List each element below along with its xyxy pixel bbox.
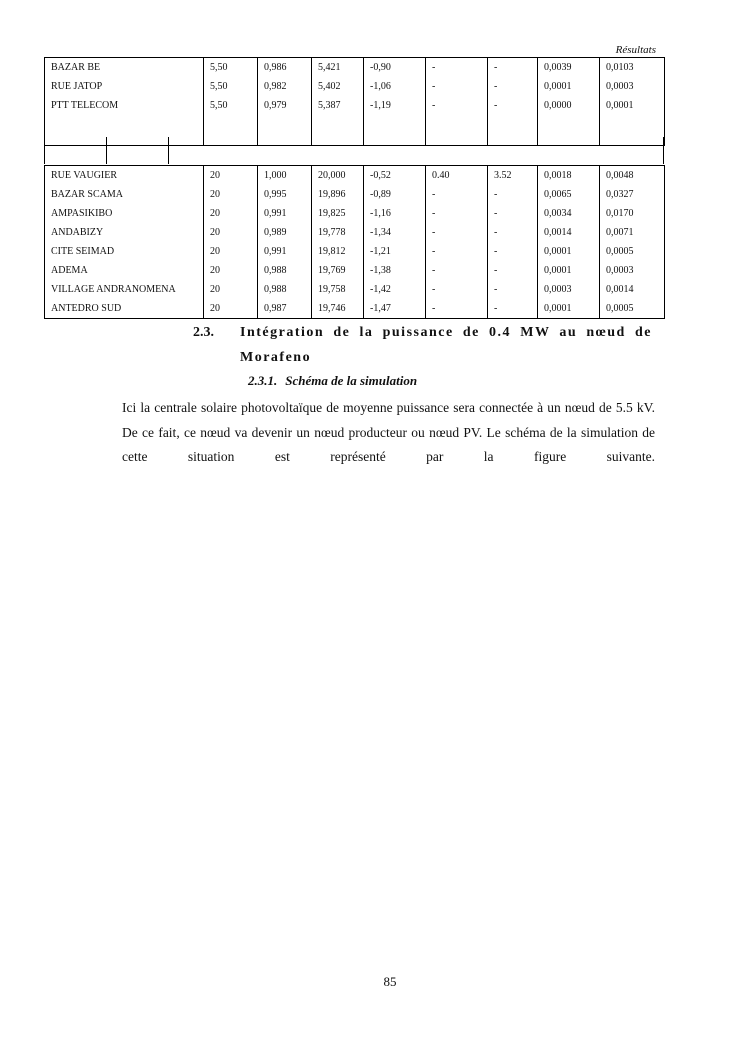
table-row (45, 96, 665, 115)
table-row (45, 299, 665, 319)
value-cell: 5,402 (312, 77, 364, 96)
table-row (45, 185, 665, 204)
value-cell: 20,000 (312, 166, 364, 186)
section-title-line2: Morafeno (240, 350, 312, 365)
value-cell: - (426, 204, 488, 223)
value-cell: - (426, 96, 488, 115)
value-cell: 0,0001 (538, 261, 600, 280)
value-cell: 0.40 (426, 166, 488, 186)
value-cell: -1,38 (364, 261, 426, 280)
value-cell: - (488, 58, 538, 78)
node-name-cell: ANDABIZY (45, 223, 204, 242)
section-title-line1: Intégration de la puissance de 0.4 MW au nœud de (240, 325, 652, 340)
section-number: 2.3. (193, 325, 214, 340)
value-cell: - (488, 242, 538, 261)
value-cell: 20 (204, 299, 258, 319)
value-cell: - (488, 280, 538, 299)
value-cell: 19,812 (312, 242, 364, 261)
value-cell: -1,47 (364, 299, 426, 319)
value-cell: -0,90 (364, 58, 426, 78)
value-cell: 0,0039 (538, 58, 600, 78)
value-cell: 1,000 (258, 166, 312, 186)
value-cell: - (488, 204, 538, 223)
value-cell: - (426, 223, 488, 242)
value-cell: 0,0170 (600, 204, 665, 223)
value-cell: 20 (204, 166, 258, 186)
table-row (45, 242, 665, 261)
section-heading (193, 320, 655, 370)
subsection-title: Schéma de la simulation (285, 373, 418, 388)
value-cell: 0,979 (258, 96, 312, 115)
value-cell: 0,0001 (538, 299, 600, 319)
value-cell: -1,34 (364, 223, 426, 242)
node-name-cell: ANTEDRO SUD (45, 299, 204, 319)
value-cell: - (488, 299, 538, 319)
value-cell: 20 (204, 261, 258, 280)
results-table-top (44, 57, 665, 146)
value-cell: 20 (204, 204, 258, 223)
value-cell: - (426, 261, 488, 280)
value-cell: -1,42 (364, 280, 426, 299)
value-cell: -0,52 (364, 166, 426, 186)
node-name-cell: AMPASIKIBO (45, 204, 204, 223)
value-cell: - (426, 77, 488, 96)
value-cell: 0,989 (258, 223, 312, 242)
value-cell: -1,06 (364, 77, 426, 96)
value-cell: 0,0003 (600, 77, 665, 96)
value-cell: - (488, 261, 538, 280)
node-name-cell: BAZAR SCAMA (45, 185, 204, 204)
node-name-cell: RUE VAUGIER (45, 166, 204, 186)
value-cell: 0,0065 (538, 185, 600, 204)
value-cell: 5,387 (312, 96, 364, 115)
value-cell: 0,0003 (600, 261, 665, 280)
value-cell: 20 (204, 242, 258, 261)
value-cell: 0,0003 (538, 280, 600, 299)
table-row (45, 223, 665, 242)
node-name-cell: VILLAGE ANDRANOMENA (45, 280, 204, 299)
value-cell: 0,982 (258, 77, 312, 96)
table-row (45, 166, 665, 186)
value-cell: 0,0048 (600, 166, 665, 186)
table-row (45, 77, 665, 96)
value-cell: - (426, 58, 488, 78)
value-cell: 0,986 (258, 58, 312, 78)
table-row (45, 261, 665, 280)
value-cell: 0,988 (258, 261, 312, 280)
table-row (45, 58, 665, 78)
value-cell: 5,50 (204, 58, 258, 78)
value-cell: 5,421 (312, 58, 364, 78)
value-cell: -1,16 (364, 204, 426, 223)
value-cell: - (488, 185, 538, 204)
value-cell: 0,0327 (600, 185, 665, 204)
node-name-cell: BAZAR BE (45, 58, 204, 78)
subsection-number: 2.3.1. (248, 373, 278, 388)
value-cell: - (488, 96, 538, 115)
value-cell: 19,778 (312, 223, 364, 242)
value-cell: 0,0005 (600, 299, 665, 319)
running-header: Résultats (615, 44, 656, 56)
value-cell: 19,896 (312, 185, 364, 204)
page-number: 85 (383, 974, 397, 989)
value-cell: 20 (204, 280, 258, 299)
value-cell: 19,769 (312, 261, 364, 280)
value-cell: 19,825 (312, 204, 364, 223)
table-row (45, 204, 665, 223)
value-cell: 5,50 (204, 96, 258, 115)
value-cell: 0,0001 (600, 96, 665, 115)
value-cell: 0,991 (258, 242, 312, 261)
subsection-heading (248, 373, 417, 389)
value-cell: 0,0103 (600, 58, 665, 78)
value-cell: 0,0001 (538, 77, 600, 96)
value-cell: -1,19 (364, 96, 426, 115)
value-cell: 20 (204, 223, 258, 242)
value-cell: -0,89 (364, 185, 426, 204)
value-cell: 0,0000 (538, 96, 600, 115)
table-row (45, 280, 665, 299)
value-cell: 3.52 (488, 166, 538, 186)
value-cell: 0,0005 (600, 242, 665, 261)
value-cell: 0,995 (258, 185, 312, 204)
value-cell: 0,991 (258, 204, 312, 223)
value-cell: 0,988 (258, 280, 312, 299)
value-cell: 0,0018 (538, 166, 600, 186)
value-cell: - (426, 299, 488, 319)
value-cell: 5,50 (204, 77, 258, 96)
table-separator-row (44, 137, 664, 164)
value-cell: 0,0071 (600, 223, 665, 242)
value-cell: - (426, 280, 488, 299)
node-name-cell: ADEMA (45, 261, 204, 280)
node-name-cell: CITE SEIMAD (45, 242, 204, 261)
node-name-cell: RUE JATOP (45, 77, 204, 96)
value-cell: 19,746 (312, 299, 364, 319)
value-cell: 0,0014 (538, 223, 600, 242)
value-cell: 19,758 (312, 280, 364, 299)
value-cell: - (488, 223, 538, 242)
value-cell: 20 (204, 185, 258, 204)
results-table-bottom (44, 165, 665, 319)
value-cell: -1,21 (364, 242, 426, 261)
node-name-cell: PTT TELECOM (45, 96, 204, 115)
value-cell: - (426, 242, 488, 261)
value-cell: - (488, 77, 538, 96)
value-cell: 0,987 (258, 299, 312, 319)
value-cell: - (426, 185, 488, 204)
value-cell: 0,0014 (600, 280, 665, 299)
value-cell: 0,0034 (538, 204, 600, 223)
value-cell: 0,0001 (538, 242, 600, 261)
body-paragraph: Ici la centrale solaire photovoltaïque de moyenne puissance sera connectée à un nœud de 5.5 kV. De ce fait, ce nœud va devenir un nœud producteur ou nœud PV. Le schéma de la simulation de cette situation est représenté par la figure suivante. (122, 400, 655, 464)
